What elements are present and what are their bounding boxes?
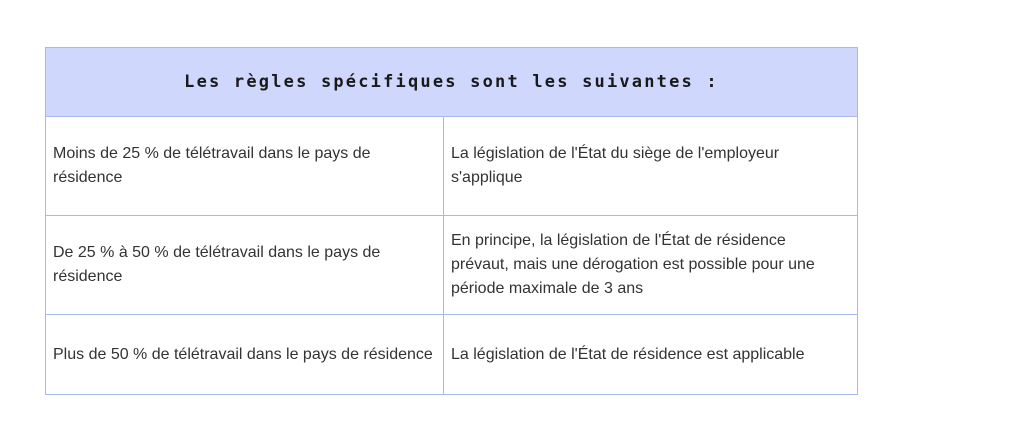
rules-table [45,47,858,395]
condition-cell: Moins de 25 % de télétravail dans le pays de résidence [46,117,444,216]
table-header-row [46,48,858,117]
rule-cell: La législation de l'État de résidence est applicable [444,315,858,395]
table-row [46,117,858,216]
condition-cell: De 25 % à 50 % de télétravail dans le pays de résidence [46,216,444,315]
rule-cell: En principe, la législation de l'État de résidence prévaut, mais une dérogation est possible pour une période maximale de 3 ans [444,216,858,315]
table-row [46,216,858,315]
table-header: Les règles spécifiques sont les suivantes : [46,48,858,117]
rule-cell: La législation de l'État du siège de l'employeur s'applique [444,117,858,216]
table-row [46,315,858,395]
condition-cell: Plus de 50 % de télétravail dans le pays de résidence [46,315,444,395]
